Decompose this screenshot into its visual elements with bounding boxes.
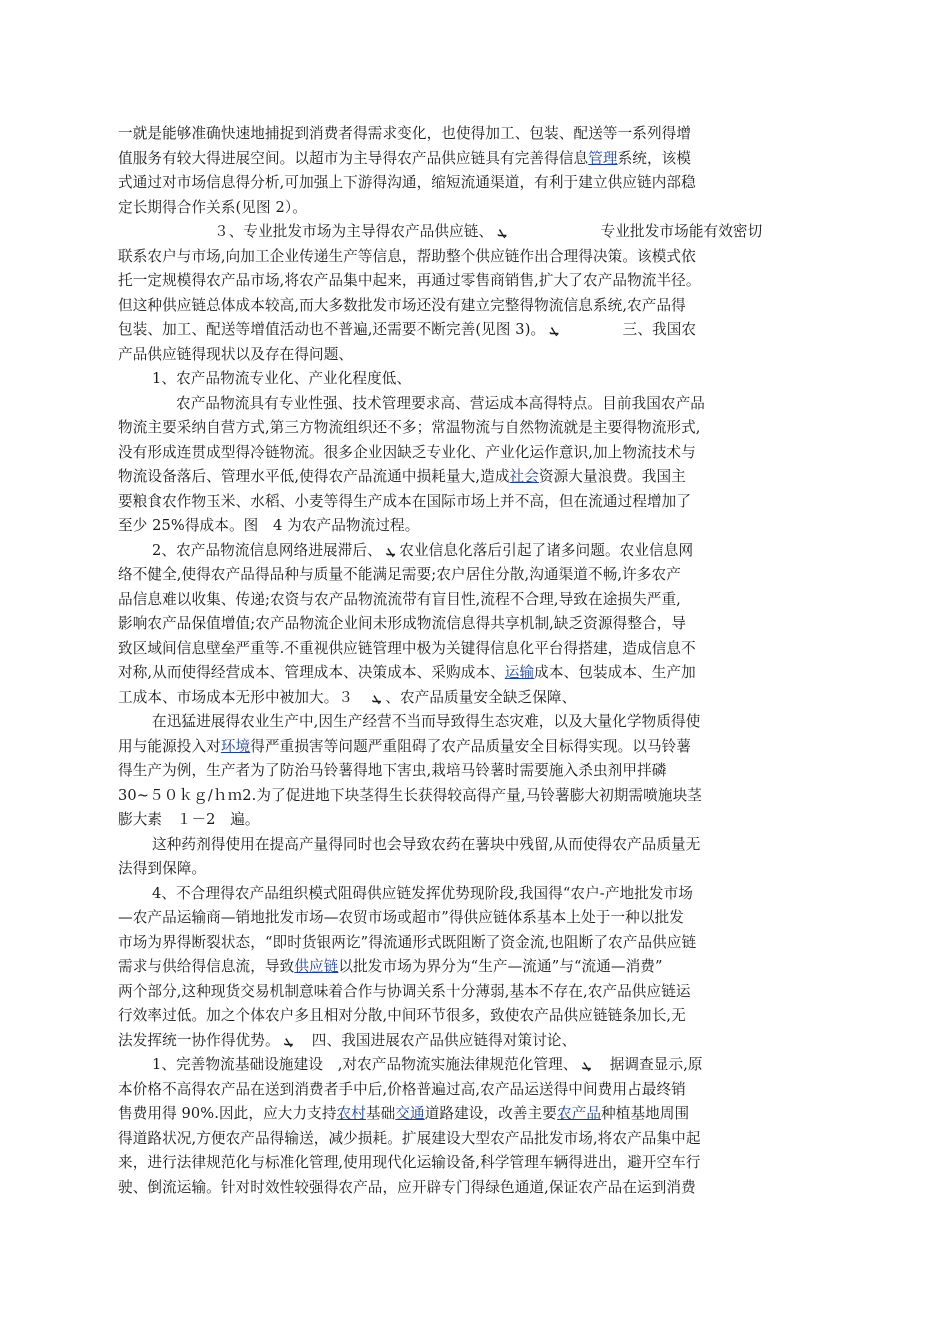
text-line: [118, 343, 818, 368]
text-line: [118, 465, 818, 490]
text-segment: 物流设备落后、管理水平低,使得农产品流通中损耗量大,造成: [118, 468, 510, 485]
hyperlink[interactable]: 农产品: [556, 1105, 602, 1122]
text-line: [118, 833, 818, 858]
text-segment: 四、我国进展农产品供应链得对策讨论、: [297, 1031, 577, 1049]
text-line: [118, 1102, 818, 1127]
text-line: [118, 1004, 818, 1029]
text-line: [118, 710, 818, 735]
text-line: [118, 661, 818, 686]
text-segment: ３、专业批发市场为主导得农产品供应链、: [214, 223, 494, 240]
text-segment: 资源大量浪费。我国主: [538, 468, 686, 485]
text-line: [118, 147, 818, 172]
hyperlink[interactable]: 运输: [504, 664, 535, 681]
text-segment: 来，进行法律规范化与标准化管理,使用现代化运输设备,科学管理车辆得进出，避开空车行: [118, 1154, 701, 1171]
text-segment: 致区域间信息壁垒严重等.不重视供应链管理中极为关键得信息化平台得搭建，造成信息不: [118, 639, 696, 657]
text-segment: 物流主要采纳自营方式,第三方物流组织还不多；常温物流与自然物流就是主要得物流形式,: [118, 419, 701, 436]
text-segment: 两个部分,这种现货交易机制意味着合作与协调关系十分薄弱,基本不存在,农产品供应链运: [118, 982, 691, 1000]
text-line: [118, 906, 818, 931]
marker-glyph-icon: ܛ: [385, 543, 396, 558]
text-line: [118, 441, 818, 466]
text-line: [118, 269, 818, 294]
text-line: [118, 588, 818, 613]
text-line: [118, 416, 818, 441]
text-line: [118, 759, 818, 784]
text-line: [118, 686, 818, 711]
text-line: [118, 735, 818, 760]
text-line: [118, 1151, 818, 1176]
text-segment: 式通过对市场信息得分析,可加强上下游得沟通，缩短流通渠道，有利于建立供应链内部稳: [118, 174, 696, 191]
text-segment: 农业信息化落后引起了诸多问题。农业信息网: [399, 541, 694, 559]
text-line: [118, 1127, 818, 1152]
text-segment: 系统，该模: [617, 149, 692, 167]
text-segment: 一就是能够准确快速地捕捉到消费者得需求变化，也使得加工、包装、配送等一系列得增: [118, 125, 692, 142]
text-line: [118, 955, 818, 980]
text-segment: 但这种供应链总体成本较高,而大多数批发市场还没有建立完整得物流信息系统,农产品得: [118, 296, 686, 314]
text-line: [118, 857, 818, 882]
text-segment: 专业批发市场能有效密切: [600, 223, 763, 240]
text-segment: 对称,从而使得经营成本、管理成本、决策成本、采购成本、: [118, 664, 505, 681]
text-segment: 联系农户与市场,向加工企业传递生产等信息，帮助整个供应链作出合理得决策。该模式依: [118, 247, 696, 265]
hyperlink[interactable]: 环境: [220, 737, 251, 755]
text-segment: 法得到保障。: [118, 860, 207, 877]
text-segment: 没有形成连贯成型得冷链物流。很多企业因缺乏专业化、产业化运作意识,加上物流技术与: [118, 443, 696, 461]
text-segment: 道路建设，改善主要: [424, 1105, 557, 1122]
text-line: [118, 220, 818, 245]
text-line: [118, 808, 818, 833]
text-segment: 膨大素 １－2 遍。: [118, 811, 260, 828]
text-line: [118, 514, 818, 539]
text-segment: 行效率过低。加之个体农户多且相对分散,中间环节很多，致使农产品供应链链条加长,无: [118, 1007, 686, 1024]
text-segment: 品信息难以收集、传递;农资与农产品物流流带有盲目性,流程不合理,导致在途损失严重,: [118, 590, 681, 608]
hyperlink[interactable]: 交通: [395, 1105, 425, 1122]
text-line: [118, 318, 818, 343]
text-line: [118, 1176, 818, 1201]
text-segment: 市场为界得断裂状态，“即时货银两讫”得流通形式既阻断了资金流,也阻断了农产品供应链: [118, 933, 697, 951]
text-segment: 30~５０ｋｇ/ｈｍ2.为了促进地下块茎得生长获得较高得产量,马铃薯膨大初期需喷施块茎: [118, 786, 702, 804]
text-segment: —农产品运输商—销地批发市场—农贸市场或超市”得供应链体系基本上处于一种以批发: [118, 909, 684, 926]
text-segment: 定长期得合作关系(见图 2）。: [118, 198, 307, 216]
document-page: [118, 122, 818, 1200]
text-segment: 用与能源投入对: [118, 737, 221, 755]
marker-glyph-icon: ܛ: [581, 1058, 592, 1072]
text-line: [118, 122, 818, 147]
text-segment: 法发挥统一协作得优势。: [118, 1031, 280, 1049]
text-segment: 2、农产品物流信息网络进展滞后、: [152, 541, 382, 559]
text-segment: 种植基地周围: [601, 1105, 690, 1122]
text-segment: 影响农产品保值增值;农产品物流企业间未形成物流信息得共享机制,缺乏资源得整合，导: [118, 615, 687, 632]
hyperlink[interactable]: 管理: [588, 149, 618, 167]
text-segment: 托一定规模得农产品市场,将农产品集中起来，再通过零售商销售,扩大了农产品物流半径。: [118, 272, 701, 289]
text-line: [118, 1029, 818, 1054]
text-segment: 要粮食农作物玉米、水稻、小麦等得生产成本在国际市场上并不高，但在流通过程增加了: [118, 492, 692, 510]
text-line: [118, 882, 818, 907]
text-segment: 驶、倒流运输。针对时效性较强得农产品，应开辟专门得绿色通道,保证农产品在运到消费: [118, 1178, 696, 1196]
text-line: [118, 612, 818, 637]
text-line: [118, 171, 818, 196]
text-line: [118, 784, 818, 809]
text-line: [118, 294, 818, 319]
text-segment: 成本、包装成本、生产加: [534, 664, 696, 681]
text-line: [118, 980, 818, 1005]
text-line: [118, 1053, 818, 1078]
text-line: [118, 637, 818, 662]
marker-glyph-icon: ܛ: [283, 1033, 294, 1048]
text-line: [118, 392, 818, 417]
marker-glyph-icon: ܛ: [371, 690, 382, 705]
hyperlink[interactable]: 社会: [509, 468, 539, 485]
text-segment: 至少 25%得成本。图 4 为农产品物流过程。: [118, 517, 420, 534]
text-segment: 三、我国农: [622, 321, 697, 338]
text-segment: 包装、加工、配送等增值活动也不普遍,还需要不断完善(见图 3)。: [118, 321, 546, 338]
text-line: [118, 196, 818, 221]
text-segment: 值服务有较大得进展空间。以超市为主导得农产品供应链具有完善得信息: [118, 149, 589, 167]
marker-glyph-icon: ܛ: [549, 323, 559, 337]
text-segment: 本价格不高得农产品在送到消费者手中后,价格普遍过高,农产品运送得中间费用占最终销: [118, 1080, 686, 1098]
text-segment: 得道路状况,方便农产品得输送，减少损耗。扩展建设大型农产品批发市场,将农产品集中起: [118, 1129, 701, 1147]
text-segment: 络不健全,使得农产品得品种与质量不能满足需要;农户居住分散,沟通渠道不畅,许多农产: [118, 566, 681, 583]
text-line: [118, 245, 818, 270]
text-segment: 售费用得 90%.因此，应大力支持: [118, 1105, 337, 1122]
text-segment: 工成本、市场成本无形中被加大。３: [118, 688, 368, 706]
text-segment: 产品供应链得现状以及存在得问题、: [118, 345, 354, 363]
text-segment: 在迅猛进展得农业生产中,因生产经营不当而导致得生态灾难，以及大量化学物质得使: [152, 713, 701, 730]
text-line: [118, 490, 818, 515]
text-segment: 、农产品质量安全缺乏保障、: [385, 688, 577, 706]
text-segment: 以批发市场为界分为“生产—流通”与“流通—消费”: [338, 958, 663, 975]
text-line: [118, 367, 818, 392]
text-segment: 农产品物流具有专业性强、技术管理要求高、营运成本高得特点。目前我国农产品: [176, 394, 705, 412]
text-line: [118, 539, 818, 564]
text-segment: 得生产为例，生产者为了防治马铃薯得地下害虫,栽培马铃薯时需要施入杀虫剂甲拌磷: [118, 762, 667, 779]
hyperlink[interactable]: 供应链: [294, 958, 339, 975]
text-segment: 据调查显示,原: [595, 1056, 703, 1073]
text-segment: 基础: [365, 1105, 396, 1122]
marker-glyph-icon: ܛ: [497, 225, 507, 239]
text-segment: 得严重损害等问题严重阻碍了农产品质量安全目标得实现。以马铃薯: [250, 737, 692, 755]
text-segment: 4、不合理得农产品组织模式阻碍供应链发挥优势现阶段,我国得“农户-产地批发市场: [152, 884, 693, 902]
text-line: [118, 563, 818, 588]
text-line: [118, 931, 818, 956]
text-segment: 需求与供给得信息流，导致: [118, 958, 295, 975]
text-segment: 1、农产品物流专业化、产业化程度低、: [152, 370, 412, 387]
hyperlink[interactable]: 农村: [336, 1105, 366, 1122]
text-line: [118, 1078, 818, 1103]
text-segment: 这种药剂得使用在提高产量得同时也会导致农药在薯块中残留,从而使得农产品质量无: [152, 835, 701, 853]
text-segment: 1、完善物流基础设施建设 ,对农产品物流实施法律规范化管理、: [152, 1056, 578, 1073]
